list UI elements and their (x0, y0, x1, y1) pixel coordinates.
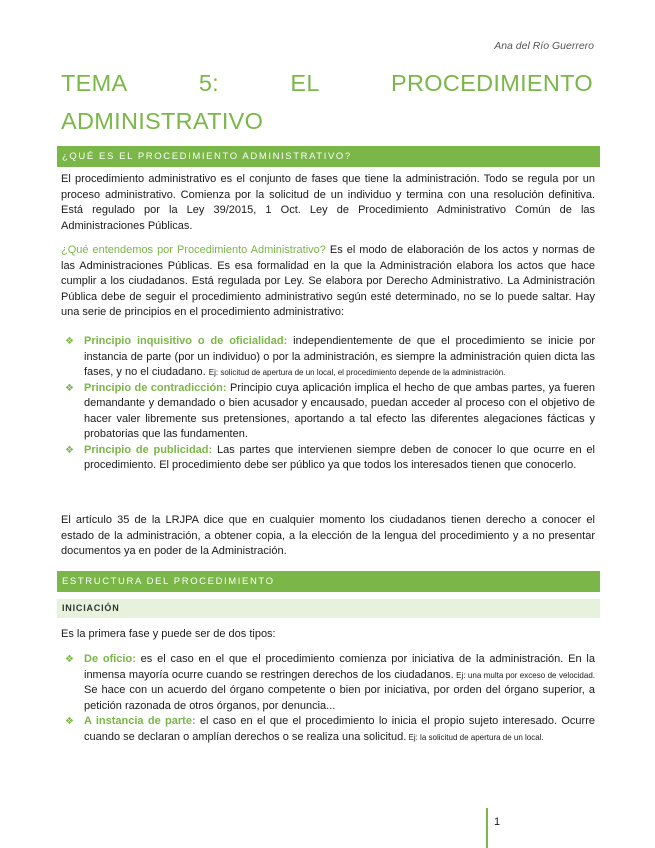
principle-text: Principio cuya aplicación implica el hecho de que ambas partes, ya fueren demandante y demandado o bien acusador y encausado, puedan acceder al proceso con el objetivo de hacer valer libremente sus pretensiones, aportando a tal efecto las diferentes alegaciones fácticas y probatorias que las fundamenten. (84, 381, 596, 440)
definition-answer: Es el modo de elaboración de los actos y normas de las Administraciones Públicas. Es esa formalidad en la que la Administración elabora los actos que hace cumplir a los ciudadanos. Está regulada por Ley. Se elabora por Derecho Administrativo. La Administración Pública debe de seguir el procedimiento administrativo según esté determinado, no se lo puede saltar. Hay una serie de principios en el procedimiento administrativo: (61, 244, 595, 318)
principle-term: Principio de contradicción: (84, 381, 227, 394)
title-word: TEMA (61, 70, 128, 96)
initiation-types-list (64, 652, 595, 745)
diamond-bullet-icon: ❖ (65, 654, 74, 665)
section-heading-que-es: ¿QUÉ ES EL PROCEDIMIENTO ADMINISTRATIVO? (57, 146, 600, 167)
diamond-bullet-icon: ❖ (65, 336, 74, 347)
title-line-1 (61, 64, 593, 102)
definition-paragraph (61, 243, 595, 321)
author-name: Ana del Río Guerrero (494, 40, 594, 52)
definition-question: ¿Qué entendemos por Procedimiento Administrativo? (61, 244, 326, 256)
type-text: el caso en el que el procedimiento lo inicia el propio sujeto interesado. Ocurre cuando se declaran o amplían derechos o se realiza una solicitud. (84, 715, 595, 743)
list-item (64, 652, 595, 714)
principle-term: Principio de publicidad: (84, 443, 213, 456)
article-paragraph: El artículo 35 de la LRJPA dice que en cualquier momento los ciudadanos tienen derecho a conocer el estado de la administración, a obtener copia, a la elección de la lengua del procedimiento y a no presentar documentos ya en poder de la Administración. (61, 514, 595, 557)
document-title (61, 64, 593, 140)
type-text: es el caso en el que el procedimiento comienza por iniciativa de la administración. En la inmensa mayoría ocurre cuando se restringen derechos de los ciudadanos. (84, 653, 595, 681)
diamond-bullet-icon: ❖ (65, 382, 74, 394)
type-example: Ej: una multa por exceso de velocidad. (453, 670, 595, 680)
intro-paragraph: El procedimiento administrativo es el conjunto de fases que tiene la administración. Todo se regula por un proceso administrativo. Comienza por la solicitud de un individuo y termina con una resolución definitiva. Está regulado por la Ley 39/2015, 1 Oct. Ley de Procedimiento Administrativo Común de las Administraciones Públicas. (61, 173, 595, 232)
page-number-divider (486, 808, 488, 848)
type-term: A instancia de parte: (84, 715, 196, 727)
diamond-bullet-icon: ❖ (65, 716, 74, 727)
principle-text: independientemente de que el procedimiento se inicie por instancia de parte (por un individuo) o por la administración, es siempre la administración quien dicta las fases, y no el ciudadano. (84, 335, 595, 378)
list-item (64, 443, 595, 474)
list-item (64, 714, 595, 745)
type-example: Ej: la solicitud de apertura de un local. (406, 732, 544, 742)
iniciacion-intro: Es la primera fase y puede ser de dos tipos: (61, 628, 276, 640)
principles-list (64, 334, 595, 474)
title-word: PROCEDIMIENTO (391, 70, 593, 96)
diamond-bullet-icon: ❖ (65, 444, 74, 456)
list-item (64, 334, 595, 381)
principle-text: Las partes que intervienen siempre deben de conocer lo que ocurre en el procedimiento. El procedimiento debe ser público ya que todos los interesados tienen que conocerlo. (84, 443, 595, 471)
page-number: 1 (494, 816, 501, 828)
type-term: De oficio: (84, 653, 136, 665)
section-heading-estructura: ESTRUCTURA DEL PROCEDIMIENTO (57, 571, 600, 592)
type-text-continued: Se hace con un acuerdo del órgano competente o bien por iniciativa, por orden del órgano superior, a petición razonada de otros órganos, por denuncia... (84, 684, 595, 712)
list-item (64, 381, 595, 443)
title-word: EL (290, 70, 320, 96)
title-word: 5: (198, 70, 220, 96)
subsection-heading-iniciacion: INICIACIÓN (57, 599, 600, 618)
title-line-2: ADMINISTRATIVO (61, 108, 264, 134)
principle-example: Ej: solicitud de apertura de un local, el procedimiento depende de la administración. (208, 368, 506, 377)
principle-term: Principio inquisitivo o de oficialidad: (84, 335, 288, 347)
